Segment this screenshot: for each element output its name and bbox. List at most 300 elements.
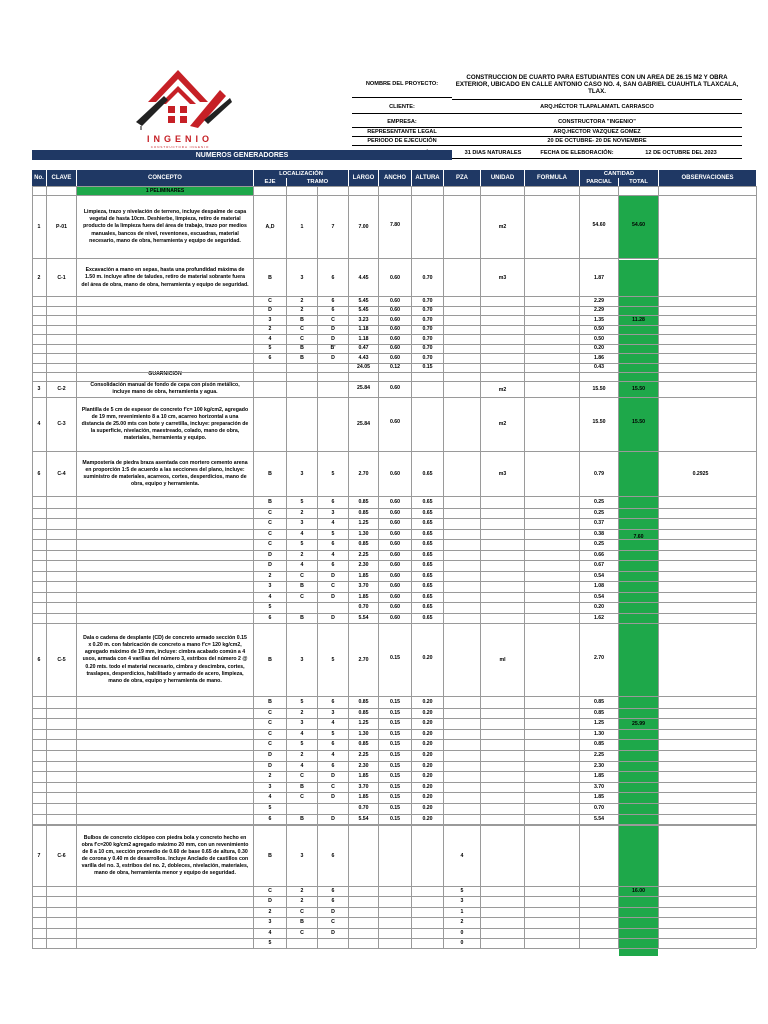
grid-row-line (32, 771, 756, 772)
row-tramo-from (287, 602, 317, 613)
row-largo: 2.25 (358, 551, 369, 558)
row-tramo-to (318, 938, 348, 948)
grid-row-line (32, 613, 756, 614)
concept-parcial: 15.50 (592, 386, 606, 393)
row-eje: 4 (268, 593, 272, 600)
row-largo: 2.25 (358, 752, 369, 759)
concept-clave: C-5 (57, 656, 66, 663)
row-altura: 0.20 (422, 709, 433, 716)
legal-rep-label: REPRESENTANTE LEGAL (352, 128, 452, 137)
grid-row-line (32, 814, 756, 815)
grid-row-line (32, 296, 756, 297)
grid-col-line (524, 186, 525, 948)
row-tramo-from: B (300, 345, 304, 351)
grid-row-line (32, 571, 756, 572)
project-label: NOMBRE DEL PROYECTO: (352, 72, 452, 98)
concept-parcial: 54.60 (592, 221, 606, 228)
concept-largo: 25.84 (357, 421, 370, 428)
grid-row-line (32, 761, 756, 762)
row-eje: 4 (268, 335, 272, 342)
row-eje: C (268, 541, 272, 547)
col-cantidad: CANTIDAD (580, 170, 658, 178)
row-ancho: 0.15 (389, 762, 401, 769)
row-tramo-from: 2 (300, 297, 304, 304)
concept-tramo-to: 6 (331, 852, 335, 859)
row-eje: C (268, 520, 272, 526)
concept-eje: B (268, 852, 272, 859)
row-tramo-from: 2 (300, 752, 304, 759)
concept-altura: 0.20 (422, 654, 433, 661)
row-altura: 0.65 (422, 499, 433, 505)
concept-total: 16.00 (632, 887, 645, 894)
row-tramo-to: D (331, 572, 335, 579)
row-parcial: 0.38 (593, 530, 605, 537)
concept-text: Dala o cadena de desplante (CD) de concreto armado sección 0.15 x 0.20 m. con fabricación de concreto a mano f'c= 120 kg/cm2, agregado máximo de 19 mm, incluye: cimbra acabado común a 4 usos, armada con 4 varillas del número 3, estribos del número 2 @ 0.20 mts. todo el material necesario, cimbra y descimbra, cortes, traslapes, desperdicios, habilitado y armado de acero, limpieza, mano de obra, equipo y herramienta de mano. (82, 635, 248, 684)
col-altura: ALTURA (412, 170, 443, 186)
row-tramo-from: B (300, 354, 304, 361)
row-parcial: 2.29 (593, 307, 605, 313)
grid-row-line (32, 729, 756, 730)
row-ancho: 0.15 (389, 794, 401, 801)
concept-eje: B (268, 470, 272, 477)
row-largo: 2.30 (358, 562, 369, 568)
row-parcial: 2.30 (593, 762, 605, 769)
row-tramo-from: B (300, 614, 304, 621)
col-unidad: UNIDAD (481, 170, 524, 186)
row-eje: 2 (268, 908, 272, 915)
row-tramo-to: 6 (331, 898, 335, 905)
row-eje: B (268, 499, 272, 505)
row-altura: 0.65 (422, 551, 433, 558)
row-largo: 2.30 (358, 762, 369, 769)
row-eje: 3 (268, 583, 272, 589)
row-largo: 1.85 (358, 773, 369, 780)
row-eje: 4 (268, 794, 272, 801)
row-eje: 3 (268, 919, 272, 926)
col-ancho: ANCHO (379, 170, 411, 186)
grid-row-line (32, 917, 756, 918)
row-eje: C (268, 297, 272, 304)
row-parcial: 0.25 (593, 541, 605, 547)
row-eje: 4 (268, 929, 272, 936)
row-altura: 0.65 (422, 583, 433, 589)
row-ancho: 0.60 (389, 583, 401, 589)
concept-tramo-to: 5 (331, 470, 335, 477)
row-tramo-from: C (300, 908, 304, 915)
row-ancho: 0.60 (389, 326, 401, 332)
col-total: TOTAL (619, 178, 658, 186)
grid-row-line (32, 602, 756, 603)
row-eje: 2 (268, 773, 272, 780)
row-eje: 5 (268, 345, 272, 351)
row-eje: B (268, 699, 272, 706)
grid-row-line (32, 195, 756, 196)
row-pza: 2 (460, 919, 464, 926)
row-largo: 0.70 (358, 805, 369, 812)
col-formula: FORMULA (525, 170, 579, 186)
row-tramo-from: C (300, 572, 304, 579)
concept-parcial: 0.79 (593, 470, 605, 477)
row-ancho: 0.60 (389, 551, 401, 558)
row-eje: 6 (268, 815, 272, 822)
row-largo: 5.54 (358, 815, 369, 822)
row-altura: 0.70 (422, 297, 433, 304)
row-largo: 1.25 (358, 520, 369, 526)
term-value: 31 DIAS NATURALES (452, 149, 534, 159)
row-parcial: 5.54 (593, 815, 605, 822)
row-tramo-from: C (300, 773, 304, 780)
row-parcial: 0.50 (593, 335, 605, 342)
row-tramo-to: 6 (331, 297, 335, 304)
row-tramo-to: C (331, 783, 335, 790)
row-eje: D (268, 307, 272, 313)
row-pza: 3 (460, 898, 464, 905)
row-eje: C (268, 530, 272, 537)
col-pza: PZA (444, 170, 480, 186)
row-ancho: 0.15 (389, 805, 401, 812)
row-tramo-to: D (331, 326, 335, 332)
row-tramo-from (287, 363, 317, 373)
row-largo: 1.85 (358, 794, 369, 801)
row-tramo-from: 4 (300, 530, 304, 537)
row-tramo-to: D (331, 593, 335, 600)
concept-tramo-from: 3 (300, 852, 304, 859)
row-eje: D (268, 762, 272, 769)
concept-tramo-from: 3 (300, 274, 304, 281)
grid-col-line (76, 186, 77, 948)
row-parcial: 0.54 (593, 593, 605, 600)
grid-row-line (32, 518, 756, 519)
row-parcial: 1.08 (593, 583, 605, 589)
row-tramo-to: 6 (331, 887, 335, 894)
concept-no: 1 (37, 223, 41, 230)
row-largo: 0.85 (358, 541, 369, 547)
row-largo: 1.25 (358, 720, 369, 727)
row-largo: 4.43 (358, 354, 369, 361)
row-altura: 0.20 (422, 752, 433, 759)
grid-col-line (411, 186, 412, 948)
row-tramo-to: D (331, 794, 335, 801)
grid-row-line (32, 825, 756, 826)
concept-text: Plantilla de 5 cm de espesor de concreto f'c= 100 kg/cm2, agregado de 19 mm, revenimiento 8 a 10 cm, acarreo horizontal a una distancia de 25.00 mts con bote y carretilla, incluye: preparación de la superficie, nivelación, maestreado, colado, mano de obra, materiales, herramienta y equipo. (81, 406, 249, 442)
row-ancho: 0.60 (389, 354, 401, 361)
row-tramo-from: 4 (300, 730, 304, 737)
grid-row-line (32, 938, 756, 939)
concept-eje: B (268, 656, 272, 663)
concept-unidad: m2 (498, 387, 507, 394)
concept-eje: A,D (265, 223, 275, 230)
row-eje: 3 (268, 783, 272, 790)
row-tramo-to: C (331, 583, 335, 589)
concept-ancho: 0.60 (389, 470, 401, 477)
grid-row-line (32, 896, 756, 897)
row-altura: 0.70 (422, 326, 433, 332)
row-eje: 6 (268, 614, 272, 621)
concept-tramo-to: 5 (331, 656, 335, 663)
grid-row-line (32, 750, 756, 751)
date-value: 12 DE OCTUBRE DEL 2023 (620, 149, 742, 159)
concept-unidad: m2 (498, 421, 507, 428)
concept-text: Mampostería de piedra braza asentada con mortero cemento arena en proporción 1:5 de acuerdo a las secciones del plano, incluye: suministro de materiales, acarreos, cortes, desperdicios, mano de obra, equipo y herramienta. (82, 459, 248, 488)
row-largo: 0.47 (358, 345, 369, 351)
concept-parcial: 15.50 (592, 419, 606, 426)
company-name: CONSTRUCTORA "INGENIO" (452, 118, 742, 128)
row-tramo-to: D (331, 773, 335, 780)
row-tramo-from: B (300, 783, 304, 790)
row-ancho: 0.12 (389, 364, 401, 370)
row-tramo-to: 4 (331, 520, 335, 526)
row-parcial: 0.43 (593, 364, 605, 370)
grid-row-line (32, 353, 756, 354)
logo-text: INGENIO (146, 134, 213, 144)
concept-tramo-to: 7 (331, 223, 335, 230)
row-tramo-to: 6 (331, 762, 335, 769)
grid-row-line (32, 948, 756, 949)
row-parcial: 0.25 (593, 499, 605, 505)
row-ancho: 0.60 (389, 530, 401, 537)
client-name: ARQ.HÉCTOR TLAPALAMATL CARRASCO (452, 102, 742, 114)
row-parcial: 2.25 (593, 752, 605, 759)
concept-unidad: m2 (498, 223, 507, 230)
row-tramo-from: 4 (300, 562, 304, 568)
row-largo: 1.18 (358, 335, 369, 342)
grid-row-line (32, 315, 756, 316)
grid-row-line (32, 782, 756, 783)
concept-total: 11.28 (632, 317, 645, 324)
concept-clave: C-4 (57, 470, 66, 477)
row-parcial: 3.70 (593, 783, 605, 790)
row-largo: 0.85 (358, 499, 369, 505)
concept-ancho: 7.80 (389, 221, 401, 228)
grid-row-line (32, 496, 756, 497)
grid-col-line (286, 186, 287, 948)
row-eje: 5 (268, 604, 272, 610)
concept-parcial: 2.70 (593, 654, 605, 661)
concept-no: 2 (37, 274, 41, 281)
grid-row-line (32, 363, 756, 364)
row-largo: 0.85 (358, 709, 369, 716)
concept-text: Limpieza, trazo y nivelación de terreno, incluye despalme de capa vegetal de hasta 10cm. Deshierbe, limpieza, retiro de material producto de la limpieza fuera del área de trabajo, trazo por medios manuales, bancos de nivel, reventones, escuadras, material necesario, mano de obra, herramienta y equipo de seguridad. (83, 209, 247, 244)
grid-row-line (32, 539, 756, 540)
row-largo: 3.23 (358, 316, 369, 323)
row-parcial: 0.70 (593, 805, 605, 812)
row-tramo-to: D (331, 354, 335, 361)
row-tramo-from: B (300, 919, 304, 926)
row-parcial: 0.85 (593, 699, 605, 706)
row-altura: 0.20 (422, 720, 433, 727)
concept-altura: 0.70 (422, 274, 433, 281)
row-altura: 0.65 (422, 614, 433, 621)
concept-unidad: m3 (498, 470, 507, 477)
concept-largo: 25.84 (357, 385, 370, 392)
row-altura: 0.65 (422, 572, 433, 579)
row-eje: C (268, 720, 272, 727)
concept-ancho: 0.60 (389, 274, 401, 281)
row-altura: 0.65 (422, 509, 433, 516)
row-pza: 0 (460, 939, 464, 946)
row-tramo-from: 2 (300, 887, 304, 894)
col-tramo: TRAMO (287, 178, 348, 186)
grid-row-line (32, 529, 756, 530)
project-name: CONSTRUCCION DE CUARTO PARA ESTUDIANTES CON UN AREA DE 26.15 M2 Y OBRA EXTERIOR, UBICADO EN CALLE ANTONIO CASO NO. 4, SAN GABRIEL CUAUHTLA TLAXCALA, TLAX. (452, 70, 742, 100)
col-concepto: CONCEPTO (77, 170, 253, 186)
col-no: No. (32, 170, 46, 186)
period-label: PERIODO DE EJECUCIÓN (352, 137, 452, 146)
row-tramo-to: B' (330, 345, 336, 351)
row-parcial: 2.29 (593, 297, 605, 304)
company-label: EMPRESA: (352, 118, 452, 128)
row-altura: 0.65 (422, 562, 433, 568)
grid-row-line (32, 344, 756, 345)
row-parcial: 0.50 (593, 326, 605, 332)
col-largo: LARGO (349, 170, 378, 186)
row-pza: 1 (460, 908, 464, 915)
col-parcial: PARCIAL (580, 178, 618, 186)
row-largo: 1.85 (358, 572, 369, 579)
concept-clave: C-2 (57, 386, 66, 393)
row-tramo-from: 4 (300, 762, 304, 769)
row-tramo-to: 5 (331, 530, 335, 537)
concept-tramo-from: 3 (300, 656, 304, 663)
row-eje: 5 (268, 939, 272, 946)
grid-row-line (32, 186, 756, 187)
grid-row-line (32, 623, 756, 624)
concept-total: 7.60 (633, 534, 644, 541)
row-tramo-from: C (300, 593, 304, 600)
concept-unidad: ml (499, 656, 506, 663)
col-clave: CLAVE (47, 170, 76, 186)
row-ancho: 0.60 (389, 614, 401, 621)
concept-largo: 7.00 (358, 223, 369, 230)
row-tramo-from: B (300, 316, 304, 323)
row-eje: D (268, 898, 272, 905)
concept-ancho: 0.60 (389, 385, 401, 392)
row-eje: 3 (268, 316, 272, 323)
grid-col-line (378, 186, 379, 948)
concept-pza: 4 (460, 852, 464, 859)
grid-row-line (32, 928, 756, 929)
row-eje: C (268, 709, 272, 716)
row-tramo-to: D (331, 614, 335, 621)
row-tramo-from: B (300, 815, 304, 822)
row-altura: 0.65 (422, 593, 433, 600)
date-label: FECHA DE ELEBORACIÓN: (534, 149, 620, 159)
row-eje: 2 (268, 572, 272, 579)
row-ancho: 0.60 (389, 520, 401, 526)
grid-row-line (32, 508, 756, 509)
row-eje: C (268, 887, 272, 894)
row-parcial: 1.30 (593, 730, 605, 737)
guarnicion-label: GUARNICION (148, 371, 182, 378)
concept-unidad: m3 (498, 274, 507, 281)
row-tramo-from: 2 (300, 551, 304, 558)
col-observaciones: OBSERVACIONES (659, 170, 756, 186)
row-largo: 1.18 (358, 326, 369, 332)
concept-tramo-from: 1 (300, 223, 304, 230)
concept-no: 6 (37, 470, 41, 477)
grid-row-line (32, 381, 756, 382)
concept-tramo-from: 3 (300, 470, 304, 477)
row-ancho: 0.60 (389, 593, 401, 600)
row-tramo-from (287, 803, 317, 814)
row-tramo-from: C (300, 794, 304, 801)
row-altura: 0.70 (422, 345, 433, 351)
row-eje (254, 363, 286, 373)
concept-largo: 4.45 (358, 274, 369, 281)
grid-col-line (618, 186, 619, 948)
row-largo: 1.30 (358, 530, 369, 537)
row-eje: 5 (268, 805, 272, 812)
concept-text: Excavación a mano en sepas, hasta una profundidad máxima de 1.50 m. incluye afine de taludes, retiro de material sobrante fuera del área de obra, mano de obra, herramienta y equipo de seguridad. (81, 267, 249, 288)
row-tramo-to: 4 (331, 720, 335, 727)
concept-total: 15.50 (632, 386, 645, 393)
grid-row-line (32, 792, 756, 793)
row-tramo-from: 5 (300, 541, 304, 547)
row-parcial: 0.37 (593, 520, 605, 526)
row-tramo-from: 5 (300, 499, 304, 505)
col-localizacion: LOCALIZACIÓN (254, 170, 348, 178)
concept-total: 54.60 (632, 221, 645, 228)
grid-row-line (32, 803, 756, 804)
concept-no: 4 (37, 421, 41, 428)
row-ancho: 0.60 (389, 307, 401, 313)
grid-col-line (253, 186, 254, 948)
row-parcial: 0.66 (593, 551, 605, 558)
row-altura: 0.70 (422, 354, 433, 361)
row-tramo-to: 5 (331, 730, 335, 737)
grid-row-line (32, 334, 756, 335)
concept-text: Consolidación manual de fondo de cepa con pisón metálico, incluye mano de obra, herramienta y agua. (90, 381, 240, 395)
row-tramo-from: 5 (300, 741, 304, 748)
row-pza: 5 (460, 887, 464, 894)
col-eje: EJE (254, 178, 286, 186)
legal-rep-name: ARQ.HECTOR VAZQUEZ GOMEZ (452, 128, 742, 137)
grid-col-line (579, 186, 580, 948)
row-largo: 0.85 (358, 741, 369, 748)
row-ancho: 0.60 (389, 562, 401, 568)
row-largo: 1.30 (358, 730, 369, 737)
row-tramo-to: 4 (331, 752, 335, 759)
concept-parcial: 1.87 (593, 274, 605, 281)
grid-row-line (32, 550, 756, 551)
row-altura: 0.65 (422, 530, 433, 537)
concept-text: Bulbos de concreto ciclópeo con piedra bola y concreto hecho en obra f'c=200 kg/cm2 agregado máximo 20 mm, con un revenimiento de 8 a 10 cm, sección promedio de 0.60 de base 0.65 de altura, 0.30 de corona y 0.40 m de desarrollos. Incluye Anclado de castillos con varilla del no. 3, estribos del no. 2, dobleces, nivelación, materiales, mano de obra, herramienta menor y equipo de seguridad. (81, 834, 249, 877)
grid-col-line (46, 186, 47, 948)
concept-clave: C-1 (57, 274, 66, 281)
row-ancho: 0.60 (389, 316, 401, 323)
row-tramo-to: 6 (331, 562, 335, 568)
row-parcial: 0.20 (593, 345, 605, 351)
row-parcial: 0.85 (593, 709, 605, 716)
row-tramo-from (287, 938, 317, 948)
grid-row-line (32, 696, 756, 697)
logo-tagline: CONSTRUCTORA INGENIO (150, 145, 210, 149)
row-tramo-from: C (300, 929, 304, 936)
row-parcial: 0.20 (593, 604, 605, 610)
row-tramo-to: 6 (331, 741, 335, 748)
row-largo: 3.70 (358, 783, 369, 790)
row-tramo-to: 3 (331, 709, 335, 716)
row-ancho: 0.15 (389, 752, 401, 759)
row-tramo-from: 2 (300, 898, 304, 905)
row-tramo-to: 6 (331, 699, 335, 706)
concept-eje: B (268, 274, 272, 281)
grid-row-line (32, 372, 756, 373)
row-eje: C (268, 741, 272, 748)
row-eje: C (268, 730, 272, 737)
concept-clave: C-3 (57, 421, 66, 428)
row-eje: 2 (268, 326, 272, 332)
